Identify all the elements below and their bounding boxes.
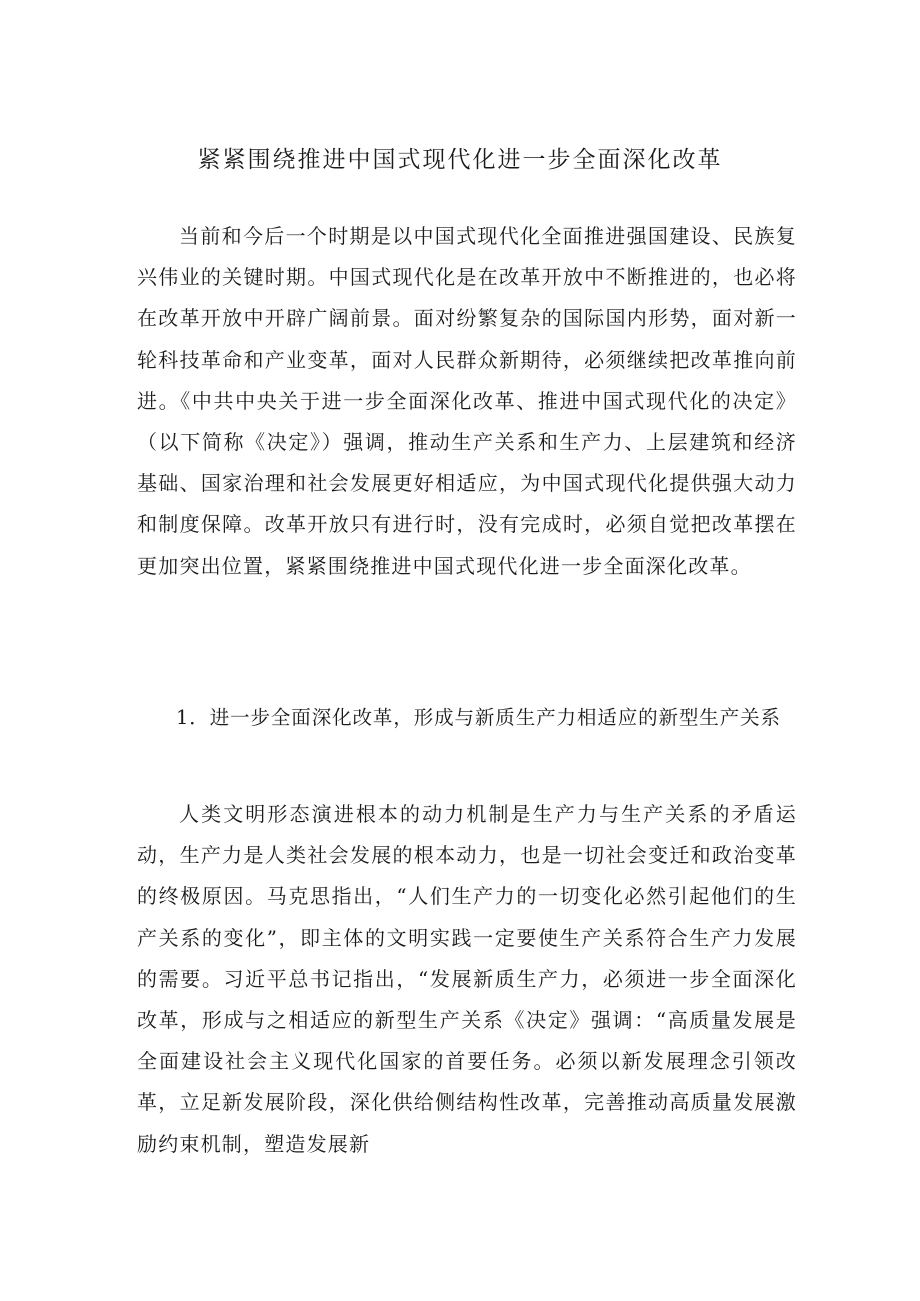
section-heading-1: 1．进一步全面深化改革，形成与新质生产力相适应的新型生产关系 xyxy=(176,706,781,729)
body-paragraph-1: 当前和今后一个时期是以中国式现代化全面推进强国建设、民族复兴伟业的关键时期。中国式现代化是在改革开放中不断推进的，也必将在改革开放中开辟广阔前景。面对纷繁复杂的国际国内形势，面对新一轮科技革命和产业变革，面对人民群众新期待，必须继续把改革推向前进。《中共中央关于进一步全面深化改革、推进中国式现代化的决定》（以下简称《决定》）强调，推动生产关系和生产力、上层建筑和经济基础、国家治理和社会发展更好相适应，为中国式现代化提供强大动力和制度保障。改革开放只有进行时，没有完成时，必须自觉把改革摆在更加突出位置，紧紧围绕推进中国式现代化进一步全面深化改革。 xyxy=(137,224,797,578)
document-title: 紧紧围绕推进中国式现代化进一步全面深化改革 xyxy=(197,147,723,173)
body-paragraph-2: 人类文明形态演进根本的动力机制是生产力与生产关系的矛盾运动，生产力是人类社会发展的根本动力，也是一切社会变迁和政治变革的终极原因。马克思指出，“人们生产力的一切变化必然引起他们的生产关系的变化”，即主体的文明实践一定要使生产关系符合生产力发展的需要。习近平总书记指出，“发展新质生产力，必须进一步全面深化改革，形成与之相适应的新型生产关系《决定》强调：“高质量发展是全面建设社会主义现代化国家的首要任务。必须以新发展理念引领改革，立足新发展阶段，深化供给侧结构性改革，完善推动高质量发展激励约束机制，塑造发展新 xyxy=(137,802,797,1156)
